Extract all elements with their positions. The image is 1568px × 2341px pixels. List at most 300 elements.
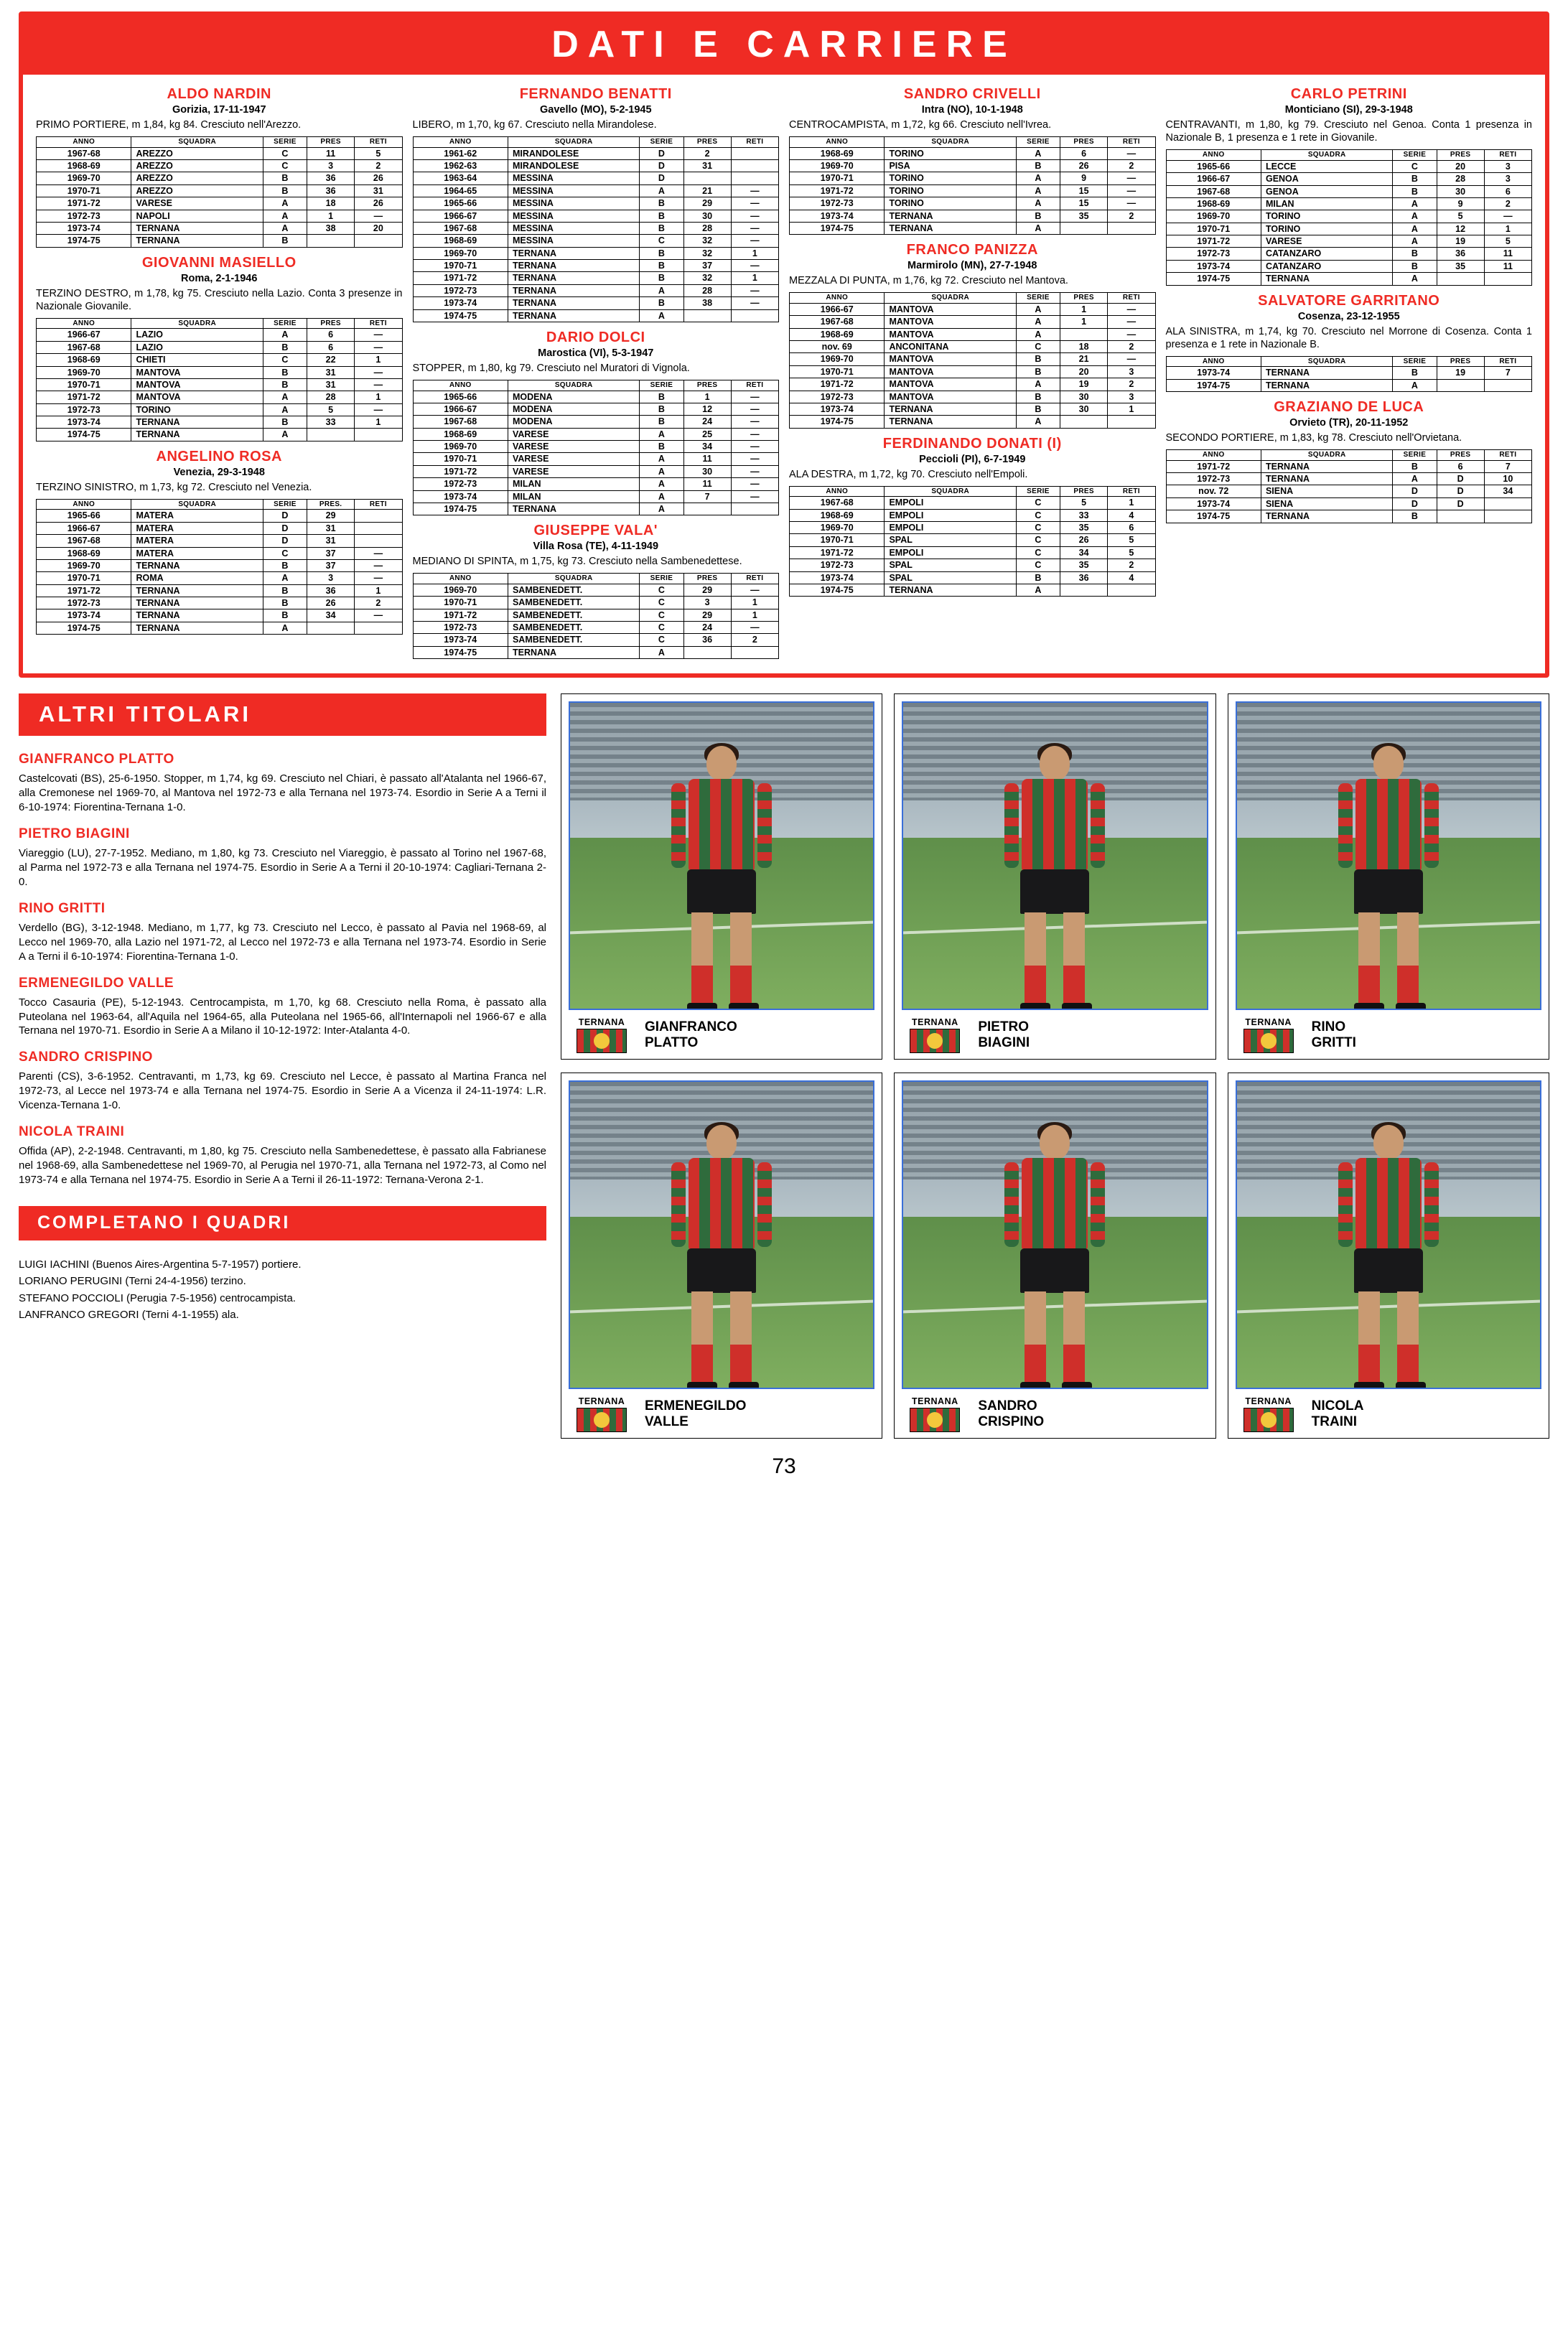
column-header: RETI <box>1108 293 1155 304</box>
table-cell: 11 <box>1484 260 1531 272</box>
table-cell: 1972-73 <box>1166 473 1261 485</box>
table-cell: 26 <box>355 197 402 210</box>
table-cell: 1971-72 <box>413 465 508 477</box>
table-cell: D <box>640 147 683 159</box>
table-cell: SAMBENEDETT. <box>508 622 639 634</box>
table-cell: 1971-72 <box>1166 235 1261 248</box>
table-cell: — <box>1108 197 1155 210</box>
table-cell: — <box>731 222 778 234</box>
table-cell: SIENA <box>1261 485 1392 497</box>
club-badge <box>1236 1396 1302 1432</box>
bio-player-name: RINO GRITTI <box>19 900 106 916</box>
table-cell: D <box>1437 485 1484 497</box>
table-cell: — <box>731 197 778 210</box>
table-cell: SPAL <box>885 534 1016 546</box>
table-cell: EMPOLI <box>885 546 1016 559</box>
column-header: PRES <box>683 137 731 148</box>
table-cell: 1 <box>1060 303 1108 315</box>
column-header: ANNO <box>37 137 131 148</box>
player-sticker <box>894 693 1215 1060</box>
table-cell: 5 <box>1108 546 1155 559</box>
table-cell: C <box>1016 509 1060 521</box>
sticker-player-firstname: NICOLA <box>1311 1398 1364 1414</box>
table-cell: — <box>1108 353 1155 365</box>
table-cell: 33 <box>307 416 355 429</box>
table-cell <box>355 622 402 634</box>
table-cell: TERNANA <box>508 260 639 272</box>
table-row <box>37 147 403 159</box>
table-cell: 1972-73 <box>37 403 131 416</box>
table-cell: 1 <box>355 584 402 597</box>
player-birthplace: Marmirolo (MN), 27-7-1948 <box>907 260 1037 272</box>
table-cell: 1967-68 <box>790 497 885 509</box>
table-cell: 1967-68 <box>37 535 131 547</box>
table-cell: 3 <box>683 597 731 609</box>
table-cell: 1970-71 <box>413 453 508 465</box>
table-row <box>790 328 1156 340</box>
table-cell: PISA <box>885 160 1016 172</box>
table-cell: 1 <box>731 247 778 259</box>
table-cell: 1967-68 <box>37 147 131 159</box>
player-birthplace: Peccioli (PI), 6-7-1949 <box>919 453 1026 465</box>
player-figure <box>1335 1125 1442 1375</box>
player-photo <box>902 1080 1208 1389</box>
table-cell: GENOA <box>1261 173 1392 185</box>
table-row <box>1166 197 1532 210</box>
table-cell: 5 <box>1060 497 1108 509</box>
table-cell: 5 <box>1437 210 1484 223</box>
table-cell: B <box>1393 248 1437 260</box>
table-cell: VARESE <box>508 428 639 440</box>
table-cell <box>307 429 355 441</box>
table-row <box>413 441 779 453</box>
table-row <box>790 160 1156 172</box>
table-row <box>413 465 779 477</box>
table-row <box>413 391 779 403</box>
table-cell: 10 <box>1484 473 1531 485</box>
table-cell: 37 <box>307 559 355 571</box>
sticker-player-firstname: GIANFRANCO <box>645 1019 737 1035</box>
club-name: TERNANA <box>912 1396 958 1407</box>
table-cell: — <box>1108 303 1155 315</box>
table-cell: 1970-71 <box>37 184 131 197</box>
table-row <box>413 634 779 646</box>
table-cell: MIRANDOLESE <box>508 160 639 172</box>
player-description: ALA DESTRA, m 1,72, kg 70. Cresciuto nell'Empoli. <box>789 468 1028 480</box>
table-cell: TORINO <box>885 197 1016 210</box>
table-cell: 38 <box>683 297 731 309</box>
table-cell: 1962-63 <box>413 160 508 172</box>
table-cell: 1971-72 <box>413 272 508 284</box>
table-cell: 6 <box>1484 185 1531 197</box>
table-cell: — <box>355 341 402 353</box>
player-birthplace: Villa Rosa (TE), 4-11-1949 <box>533 541 659 553</box>
table-cell: nov. 69 <box>790 341 885 353</box>
career-column <box>1166 86 1533 663</box>
bio-player-name: ERMENEGILDO VALLE <box>19 975 174 991</box>
table-cell: TERNANA <box>885 403 1016 415</box>
table-cell: — <box>731 416 778 428</box>
table-cell: 1966-67 <box>37 522 131 534</box>
column-header: RETI <box>731 574 778 584</box>
table-cell: A <box>640 309 683 322</box>
table-cell: 1968-69 <box>790 147 885 159</box>
table-cell: 15 <box>1060 197 1108 210</box>
table-cell: 11 <box>307 147 355 159</box>
table-row <box>413 260 779 272</box>
table-cell: TERNANA <box>885 416 1016 428</box>
table-cell: C <box>640 634 683 646</box>
table-row <box>413 309 779 322</box>
column-header: ANNO <box>790 137 885 148</box>
table-cell: B <box>263 584 307 597</box>
career-column <box>413 86 780 663</box>
table-cell: 15 <box>1060 184 1108 197</box>
table-row <box>37 584 403 597</box>
club-name: TERNANA <box>912 1017 958 1028</box>
player-name: FRANCO PANIZZA <box>906 242 1038 258</box>
table-cell: 36 <box>307 584 355 597</box>
column-header: SERIE <box>1393 450 1437 461</box>
sticker-grid <box>561 693 1549 1439</box>
table-cell: 30 <box>1060 391 1108 403</box>
table-cell: D <box>263 535 307 547</box>
table-cell: 30 <box>683 210 731 222</box>
table-cell: TERNANA <box>885 222 1016 234</box>
table-cell: D <box>1393 485 1437 497</box>
table-cell: — <box>355 329 402 341</box>
table-cell: LECCE <box>1261 160 1392 172</box>
table-cell: 1974-75 <box>790 222 885 234</box>
table-cell: C <box>263 354 307 366</box>
table-cell: CHIETI <box>131 354 263 366</box>
table-row <box>37 403 403 416</box>
table-cell: MIRANDOLESE <box>508 147 639 159</box>
table-cell: 1974-75 <box>1166 510 1261 523</box>
table-cell: 6 <box>307 329 355 341</box>
table-cell: — <box>355 210 402 222</box>
table-cell: 26 <box>1060 160 1108 172</box>
table-cell <box>683 172 731 184</box>
club-name: TERNANA <box>1245 1396 1292 1407</box>
dati-e-carriere-section <box>19 11 1549 678</box>
table-cell: 1967-68 <box>413 416 508 428</box>
table-cell: 1963-64 <box>413 172 508 184</box>
table-cell: 28 <box>683 222 731 234</box>
table-cell: 11 <box>1484 248 1531 260</box>
completano-item: STEFANO POCCIOLI (Perugia 7-5-1956) centrocampista. <box>19 1291 296 1304</box>
table-cell: 25 <box>683 428 731 440</box>
column-header: ANNO <box>413 380 508 391</box>
table-cell: C <box>640 597 683 609</box>
player-name: GIUSEPPE VALA' <box>533 523 658 539</box>
table-cell: 11 <box>683 453 731 465</box>
table-cell: 1973-74 <box>790 403 885 415</box>
table-cell: 38 <box>307 222 355 234</box>
table-cell <box>683 646 731 658</box>
table-cell: 1971-72 <box>790 378 885 391</box>
table-row <box>37 416 403 429</box>
table-cell: AREZZO <box>131 172 263 184</box>
player-name: SALVATORE GARRITANO <box>1258 292 1440 309</box>
table-cell: TERNANA <box>131 429 263 441</box>
bio-player-name: PIETRO BIAGINI <box>19 826 130 841</box>
column-header: PRES <box>683 574 731 584</box>
sticker-player-name <box>1312 1398 1364 1430</box>
table-cell: CATANZARO <box>1261 260 1392 272</box>
table-cell: TERNANA <box>1261 379 1392 391</box>
table-cell: A <box>1016 316 1060 328</box>
table-cell: 1973-74 <box>37 609 131 622</box>
table-cell: 1970-71 <box>37 572 131 584</box>
table-cell: D <box>263 522 307 534</box>
table-cell: B <box>263 172 307 184</box>
table-cell: EMPOLI <box>885 522 1016 534</box>
table-cell: TERNANA <box>508 297 639 309</box>
table-cell: TERNANA <box>508 503 639 515</box>
table-cell: 1970-71 <box>790 534 885 546</box>
table-cell: 34 <box>683 441 731 453</box>
player-birthplace: Intra (NO), 10-1-1948 <box>921 104 1023 116</box>
table-row <box>790 197 1156 210</box>
table-cell: 1973-74 <box>413 490 508 503</box>
table-cell <box>731 147 778 159</box>
table-cell: MANTOVA <box>885 316 1016 328</box>
table-cell: B <box>640 247 683 259</box>
player-birthplace: Gavello (MO), 5-2-1945 <box>539 104 652 116</box>
table-row <box>413 147 779 159</box>
sticker-caption <box>569 1010 874 1053</box>
table-row <box>37 429 403 441</box>
table-cell: TORINO <box>885 184 1016 197</box>
player-description: STOPPER, m 1,80, kg 79. Cresciuto nel Muratori di Vignola. <box>412 362 690 374</box>
table-cell: 1965-66 <box>413 391 508 403</box>
table-cell <box>731 646 778 658</box>
table-cell <box>731 172 778 184</box>
table-cell: MESSINA <box>508 172 639 184</box>
club-badge <box>902 1396 968 1432</box>
table-cell: 35 <box>1060 522 1108 534</box>
table-cell: ANCONITANA <box>885 341 1016 353</box>
table-cell: 1970-71 <box>413 260 508 272</box>
table-cell: 1969-70 <box>1166 210 1261 223</box>
table-cell: MILAN <box>508 490 639 503</box>
table-cell: 7 <box>683 490 731 503</box>
table-cell: 31 <box>683 160 731 172</box>
table-cell: 29 <box>307 510 355 522</box>
column-header: RETI <box>731 380 778 391</box>
table-cell: 7 <box>1484 460 1531 472</box>
table-cell <box>731 503 778 515</box>
table-cell: MANTOVA <box>885 365 1016 378</box>
column-header: RETI <box>1484 356 1531 367</box>
table-cell: B <box>263 597 307 609</box>
club-badge <box>902 1017 968 1053</box>
table-cell: 1969-70 <box>790 522 885 534</box>
column-header: RETI <box>1108 486 1155 497</box>
table-cell: 31 <box>307 522 355 534</box>
career-table <box>789 486 1156 597</box>
column-header: SERIE <box>640 380 683 391</box>
table-row <box>1166 260 1532 272</box>
stickers-column <box>561 693 1549 1439</box>
table-cell: SAMBENEDETT. <box>508 634 639 646</box>
table-cell: 2 <box>1108 378 1155 391</box>
table-cell: MESSINA <box>508 235 639 247</box>
table-row <box>413 160 779 172</box>
table-cell: 1968-69 <box>413 428 508 440</box>
player-description: CENTROCAMPISTA, m 1,72, kg 66. Cresciuto nell'Ivrea. <box>789 119 1052 131</box>
table-cell: 1971-72 <box>790 546 885 559</box>
bio-player-text: Tocco Casauria (PE), 5-12-1943. Centrocampista, m 1,70, kg 68. Cresciuto nella Roma, è passato alla Puteolana nel 1963-64, all'Aquila nel 1964-65, alla Puteolana nel 1965-66, all'Internapoli nel 1966-67 e alla Ternana nel 1970-71. Esordio in Serie A a Milano il 10-12-1972: Inter-Atalanta 4-0. <box>19 996 546 1037</box>
table-cell: C <box>640 235 683 247</box>
table-cell: B <box>640 197 683 210</box>
table-cell: 1965-66 <box>1166 160 1261 172</box>
table-row <box>37 210 403 222</box>
table-cell: MATERA <box>131 547 263 559</box>
column-header: SQUADRA <box>508 137 639 148</box>
table-cell: 1967-68 <box>37 341 131 353</box>
table-cell: — <box>1108 328 1155 340</box>
table-row <box>1166 473 1532 485</box>
table-row <box>413 197 779 210</box>
table-row <box>37 391 403 403</box>
column-header: RETI <box>355 499 402 510</box>
table-cell: MATERA <box>131 535 263 547</box>
table-cell: A <box>640 428 683 440</box>
table-cell: 1968-69 <box>413 235 508 247</box>
table-cell: 37 <box>683 260 731 272</box>
table-cell: TERNANA <box>131 235 263 247</box>
table-cell <box>1437 379 1484 391</box>
table-cell: A <box>1016 416 1060 428</box>
table-cell: 1 <box>731 597 778 609</box>
column-header: ANNO <box>37 318 131 329</box>
table-row <box>1166 248 1532 260</box>
table-cell: B <box>263 416 307 429</box>
table-row <box>37 609 403 622</box>
career-table <box>36 136 403 248</box>
table-row <box>413 478 779 490</box>
column-header: PRES <box>307 137 355 148</box>
table-cell: 34 <box>1484 485 1531 497</box>
column-header: PRES <box>683 380 731 391</box>
table-cell: A <box>640 646 683 658</box>
table-cell: C <box>640 622 683 634</box>
sticker-player-lastname: TRAINI <box>1311 1414 1357 1430</box>
table-cell: 29 <box>683 609 731 621</box>
table-cell: TERNANA <box>131 559 263 571</box>
table-cell: 12 <box>683 403 731 415</box>
table-row <box>790 509 1156 521</box>
table-cell: 34 <box>307 609 355 622</box>
table-cell: 6 <box>307 341 355 353</box>
table-cell: TERNANA <box>1261 273 1392 285</box>
table-cell: TERNANA <box>131 597 263 609</box>
table-cell <box>1060 222 1108 234</box>
table-row <box>790 497 1156 509</box>
table-cell: 1972-73 <box>413 478 508 490</box>
table-cell: MANTOVA <box>885 303 1016 315</box>
table-cell: MANTOVA <box>131 366 263 378</box>
table-cell: TERNANA <box>131 609 263 622</box>
player-name: DARIO DOLCI <box>546 329 645 345</box>
club-name: TERNANA <box>1245 1017 1292 1028</box>
table-cell: B <box>640 297 683 309</box>
table-cell: 2 <box>683 147 731 159</box>
table-cell: A <box>1016 172 1060 184</box>
table-cell: SAMBENEDETT. <box>508 609 639 621</box>
table-cell <box>1060 416 1108 428</box>
table-cell: A <box>1016 197 1060 210</box>
table-cell: A <box>263 197 307 210</box>
player-description: MEZZALA DI PUNTA, m 1,76, kg 72. Cresciuto nel Mantova. <box>789 275 1068 287</box>
table-cell: nov. 72 <box>1166 485 1261 497</box>
table-cell: A <box>263 572 307 584</box>
table-row <box>790 316 1156 328</box>
sticker-caption <box>902 1010 1208 1053</box>
table-cell: 1968-69 <box>37 547 131 559</box>
table-cell: 20 <box>1060 365 1108 378</box>
table-cell: 1973-74 <box>413 297 508 309</box>
sticker-player-lastname: VALLE <box>645 1414 689 1430</box>
table-cell: 9 <box>1437 197 1484 210</box>
table-cell: TERNANA <box>508 284 639 296</box>
table-cell: 1974-75 <box>413 646 508 658</box>
table-cell: 1974-75 <box>37 429 131 441</box>
table-cell: C <box>263 160 307 172</box>
table-cell: 29 <box>683 584 731 596</box>
table-cell: 1 <box>683 391 731 403</box>
column-header: SERIE <box>1393 356 1437 367</box>
table-cell: 1971-72 <box>1166 460 1261 472</box>
sticker-caption <box>902 1389 1208 1432</box>
table-cell: MATERA <box>131 522 263 534</box>
table-row <box>790 365 1156 378</box>
table-cell: 4 <box>1108 509 1155 521</box>
table-cell: B <box>263 366 307 378</box>
table-cell: 21 <box>683 184 731 197</box>
table-cell: 36 <box>307 172 355 184</box>
career-table <box>1166 356 1533 392</box>
table-cell: B <box>1393 460 1437 472</box>
table-cell: 5 <box>1484 235 1531 248</box>
column-header: SQUADRA <box>1261 356 1392 367</box>
bio-player-text: Verdello (BG), 3-12-1948. Mediano, m 1,77, kg 73. Cresciuto nel Lecco, è passato al Pavia nel 1968-69, al Lecco nel 1969-70, alla Lazio nel 1971-72, al Lecco nel 1972-73 e alla Ternana nel 1973-74. Esordio in Serie A a Terni il 6-10-1974: Fiorentina-Ternana 1-0. <box>19 921 546 963</box>
table-cell: 3 <box>1484 160 1531 172</box>
page-number: 73 <box>772 1454 796 1479</box>
table-cell: 1 <box>355 416 402 429</box>
table-cell: 1968-69 <box>790 328 885 340</box>
club-badge <box>569 1396 635 1432</box>
table-cell <box>355 535 402 547</box>
table-cell: 1961-62 <box>413 147 508 159</box>
table-cell: 1970-71 <box>37 378 131 391</box>
table-cell: C <box>1016 497 1060 509</box>
table-cell: C <box>1016 534 1060 546</box>
table-cell <box>355 510 402 522</box>
completano-item: LORIANO PERUGINI (Terni 24-4-1956) terzino. <box>19 1275 246 1288</box>
column-header: PRES <box>1437 150 1484 161</box>
table-cell <box>1060 584 1108 596</box>
table-cell: 1969-70 <box>37 366 131 378</box>
column-header: SERIE <box>1016 293 1060 304</box>
column-header: SQUADRA <box>885 137 1016 148</box>
table-cell: D <box>1437 473 1484 485</box>
table-row <box>413 222 779 234</box>
table-cell: 1967-68 <box>413 222 508 234</box>
table-cell: 1973-74 <box>37 222 131 234</box>
